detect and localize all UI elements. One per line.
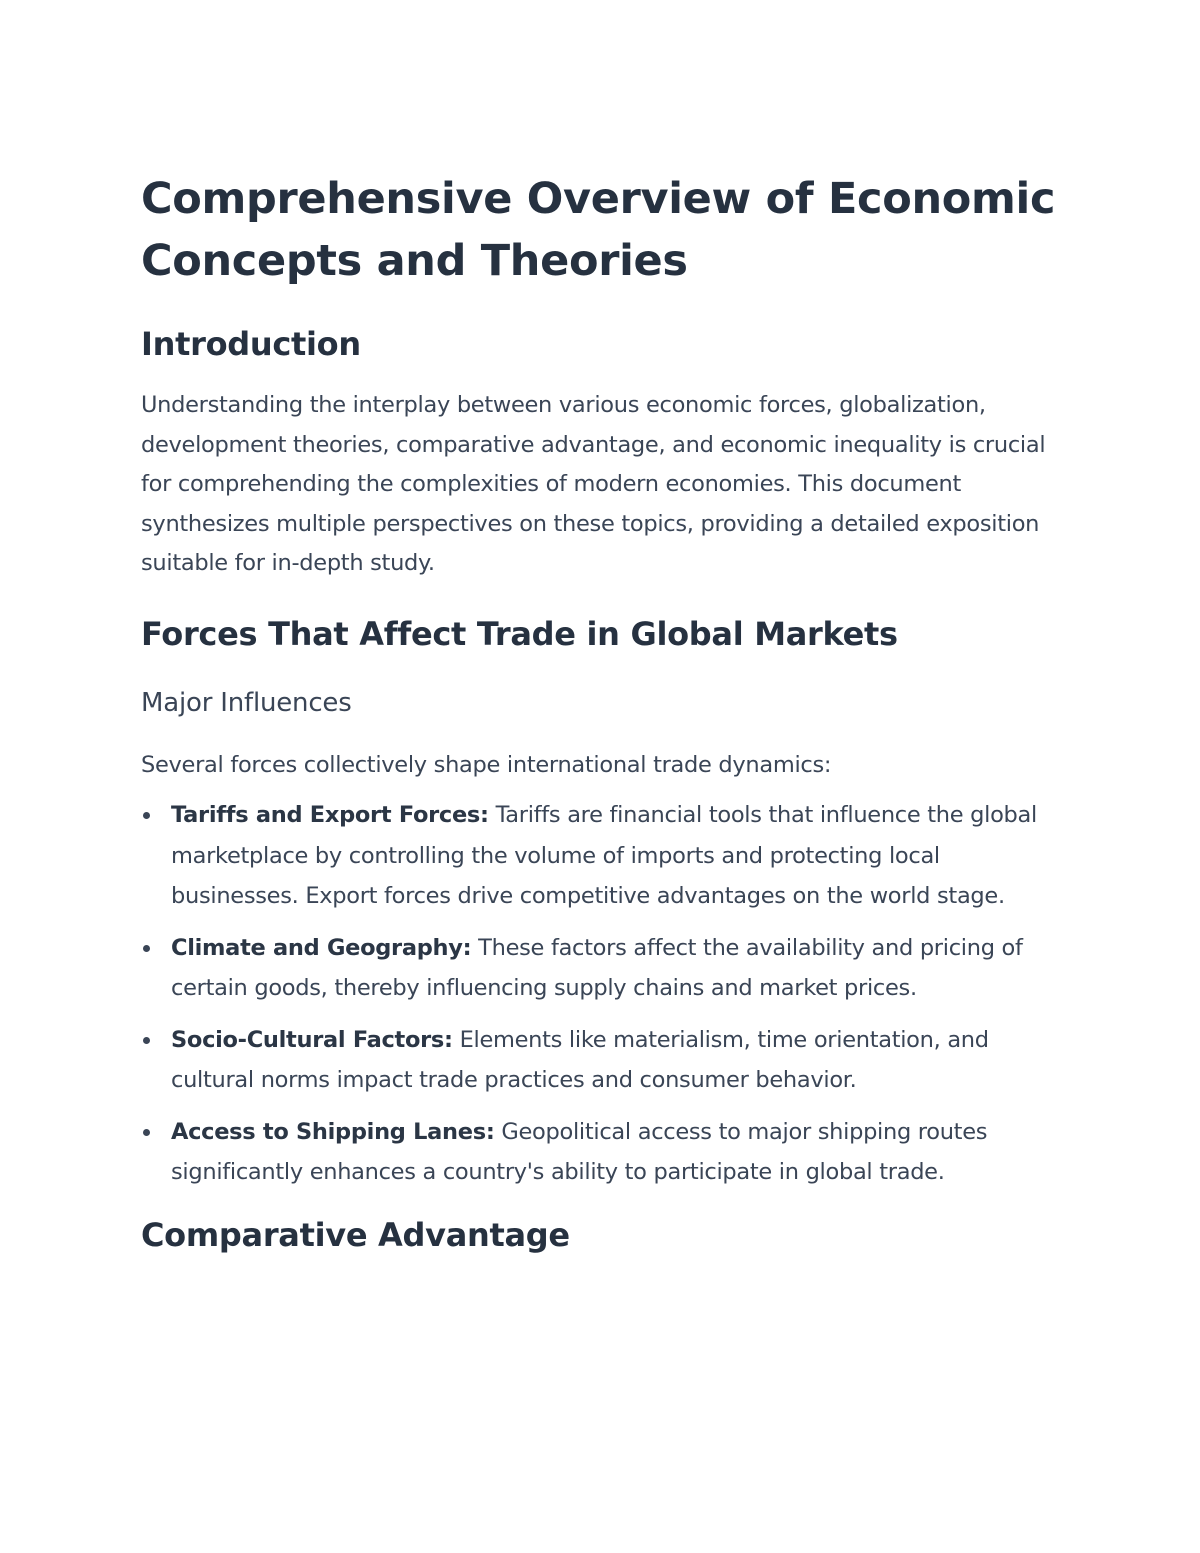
document-title: Comprehensive Overview of Economic Concepts and Theories [141, 174, 1056, 286]
list-item-term: Tariffs and Export Forces: [171, 802, 489, 828]
section-heading-introduction: Introduction [141, 325, 361, 363]
list-item [141, 1020, 1061, 1101]
list-item-term: Access to Shipping Lanes: [171, 1118, 495, 1145]
section-heading-comparative-advantage: Comparative Advantage [141, 1215, 570, 1254]
introduction-paragraph: Understanding the interplay between various economic forces, globalization, development theories, comparative advantage, and economic inequality is crucial for comprehending the complexities of modern economies. This document synthesizes multiple perspectives on these topics, providing a detailed exposition suitable for in-depth study. [141, 392, 1046, 576]
document-page [141, 168, 1061, 1255]
list-item-text: Geopolitical access to major shipping routes significantly enhances a country's ability to participate in global trade. [171, 1118, 988, 1185]
forces-list [141, 795, 1061, 1193]
list-item [141, 795, 1061, 917]
bullet-icon [143, 812, 150, 819]
list-item [141, 928, 1061, 1009]
bullet-icon [143, 1037, 150, 1044]
list-item-term: Socio-Cultural Factors: [171, 1026, 453, 1053]
section-heading-forces: Forces That Affect Trade in Global Markets [141, 614, 898, 653]
list-item-text: These factors affect the availability and pricing of certain goods, thereby influencing supply chains and market prices. [171, 934, 1023, 1001]
list-item-term: Climate and Geography: [171, 934, 472, 961]
forces-lead-paragraph: Several forces collectively shape international trade dynamics: [141, 751, 832, 778]
bullet-icon [143, 945, 150, 952]
list-item-text: Elements like materialism, time orientation, and cultural norms impact trade practices and consumer behavior. [171, 1026, 989, 1093]
list-item-text: Tariffs are financial tools that influence the global marketplace by controlling the volume of imports and protecting local businesses. Export forces drive competitive advantages on the world stage. [171, 802, 1037, 909]
subsection-heading-major-influences: Major Influences [141, 687, 352, 718]
bullet-icon [143, 1129, 150, 1136]
list-item [141, 1112, 1061, 1193]
